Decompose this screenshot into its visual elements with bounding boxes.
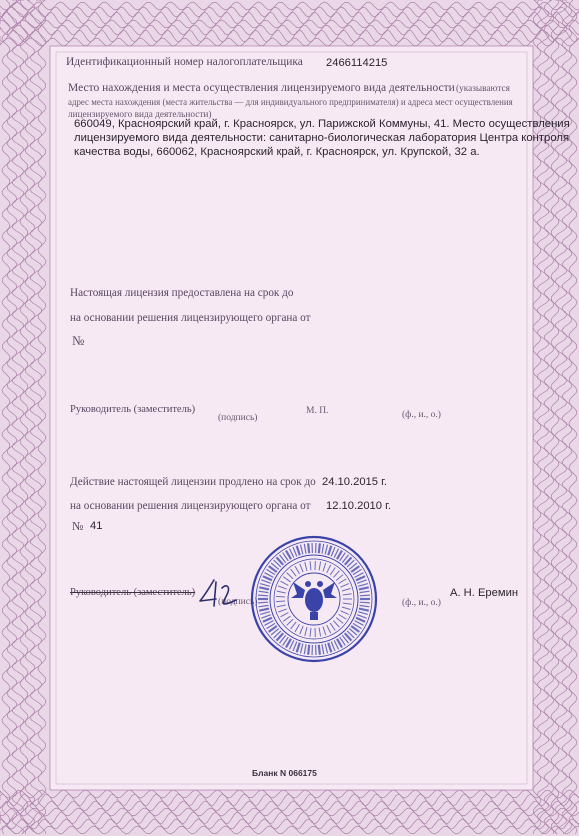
name-caption-1: (ф., и., о.) [402, 410, 441, 420]
address-note-3: лицензируемого вида деятельности) [68, 110, 212, 120]
signature-caption-2: (подпись) [218, 597, 258, 607]
tin-label: Идентификационный номер налогоплательщика [66, 56, 303, 68]
basis-label-2: на основании решения лицензирующего органа от [70, 500, 311, 512]
extended-date: 24.10.2015 г. [322, 476, 387, 488]
tin-value: 2466114215 [326, 57, 388, 69]
head-name: А. Н. Еремин [450, 587, 518, 599]
address-value-line-2: лицензируемого вида деятельности: санитарно-биологическая лаборатория Центра контроля [74, 132, 570, 144]
address-value-line-1: 660049, Красноярский край, г. Красноярск, ул. Парижской Коммуны, 41. Место осуществления [74, 118, 570, 130]
official-seal [247, 532, 381, 666]
address-note-2: адрес места нахождения (места жительства — для индивидуального предпринимателя) и адреса мест осуществления [68, 97, 513, 107]
address-label: Место нахождения и места осуществления лицензируемого вида деятельности [68, 82, 455, 94]
name-caption-2: (ф., и., о.) [402, 598, 441, 608]
signature-caption-1: (подпись) [218, 413, 258, 423]
address-value-line-3: качества воды, 660062, Красноярский край, г. Красноярск, ул. Крупской, 32 а. [74, 146, 480, 158]
address-note-1: (указываются [456, 84, 510, 94]
basis-label-1: на основании решения лицензирующего органа от [70, 312, 311, 324]
number-label-2: № [72, 519, 84, 533]
extended-label: Действие настоящей лицензии продлено на срок до [70, 476, 316, 488]
seal-caption: М. П. [306, 406, 329, 416]
handwritten-signature [196, 574, 248, 612]
head-label-1: Руководитель (заместитель) [70, 404, 196, 415]
term-label: Настоящая лицензия предоставлена на срок до [70, 287, 294, 299]
head-label-2: Руководитель (заместитель) [70, 587, 196, 598]
blank-number: Бланк N 066175 [252, 768, 317, 778]
number-label-1: № [72, 333, 85, 348]
number-value-2: 41 [90, 520, 103, 532]
basis-date-2: 12.10.2010 г. [326, 500, 391, 512]
